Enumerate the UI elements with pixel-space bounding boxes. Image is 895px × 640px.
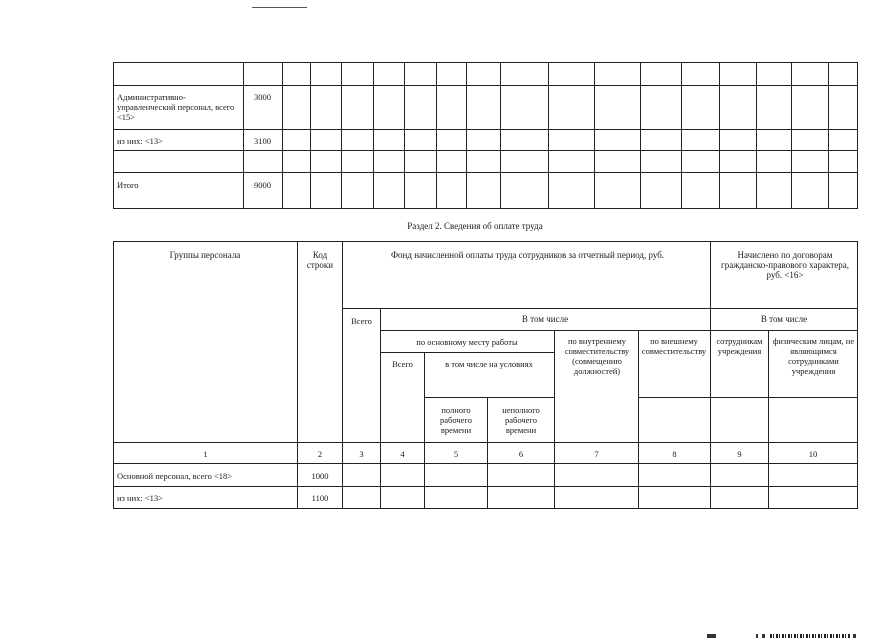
row-label-of-which: из них: <13>	[117, 136, 163, 146]
header-full-time: полного рабочего времени	[440, 405, 472, 435]
row-label-admin: Административно-управленческий персонал, всего <15>	[117, 92, 235, 122]
header-internal: по внутреннему совместительству (совмещению должностей)	[564, 336, 630, 376]
header-main-place: по основному месту работы	[416, 337, 518, 347]
header-group: Группы персонала	[169, 250, 241, 260]
col-number-10: 10	[808, 449, 818, 459]
header-total: Всего	[351, 316, 372, 326]
header-part-time: неполного рабочего времени	[502, 405, 540, 435]
col-number-7: 7	[594, 449, 599, 459]
col-number-9: 9	[737, 449, 742, 459]
row-label-total: Итого	[117, 180, 139, 190]
row-code-main-staff: 1000	[311, 471, 329, 481]
section-title: Раздел 2. Сведения об оплате труда	[407, 221, 543, 231]
header-conditions: в том числе на условиях	[445, 359, 533, 369]
row-label-main-staff: Основной персонал, всего <18>	[117, 471, 233, 481]
header-including-contracts: В том числе	[760, 314, 808, 324]
row-code-total: 9000	[254, 180, 271, 190]
header-external: по внешнему совместительству	[641, 336, 707, 356]
header-employees: сотрудникам учреждения	[716, 336, 763, 356]
row-code-admin: 3000	[254, 92, 271, 102]
col-number-2: 2	[317, 449, 323, 459]
row-code-of-which-2: 1100	[311, 493, 329, 503]
header-contracts: Начислено по договорам гражданско-правового характера, руб. <16>	[721, 250, 849, 280]
row-label-of-which-2: из них: <13>	[117, 493, 163, 503]
header-including-fund: В том числе	[521, 314, 569, 324]
col-number-1: 1	[203, 449, 208, 459]
col-number-4: 4	[400, 449, 405, 459]
scan-mark	[252, 7, 307, 8]
header-code: Код строки	[306, 250, 334, 270]
col-number-6: 6	[518, 449, 524, 459]
col-number-3: 3	[359, 449, 364, 459]
col-number-8: 8	[672, 449, 677, 459]
col-number-5: 5	[453, 449, 459, 459]
header-fund: Фонд начисленной оплаты труда сотрудников за отчетный период, руб.	[390, 250, 665, 260]
row-code-of-which: 3100	[254, 136, 271, 146]
header-main-total: Всего	[392, 359, 413, 369]
header-individuals: физическим лицам, не являющимся сотрудниками учреждения	[772, 336, 855, 376]
